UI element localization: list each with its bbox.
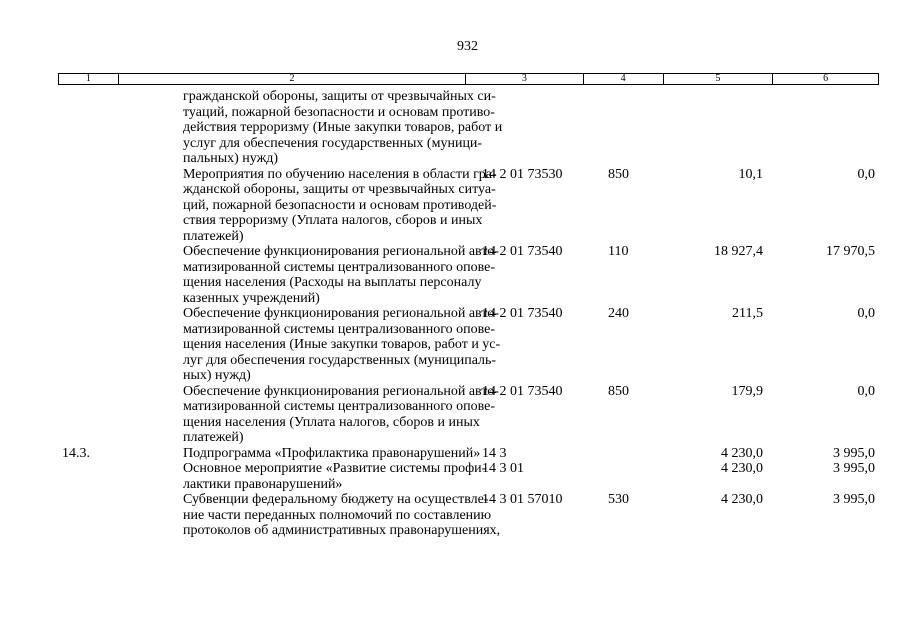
description-line: ций, пожарной безопасности и основам противодей- (183, 197, 497, 213)
column-header-2: 2 (119, 74, 466, 84)
row-code: 14 3 01 57010 (482, 492, 563, 507)
row-value-5: 179,9 (731, 383, 763, 399)
table-row (58, 167, 879, 245)
description-line: услуг для обеспечения государственных (муници- (183, 135, 483, 151)
row-value-5: 211,5 (732, 306, 763, 321)
description-line: протоколов об административных правонарушениях, (183, 523, 501, 538)
description-line: щения населения (Иные закупки товаров, работ и ус- (183, 337, 501, 352)
row-number: 14.3. (62, 445, 90, 461)
description-line: лактики правонарушений» (183, 476, 343, 492)
description-line: луг для обеспечения государственных (муниципаль- (183, 352, 497, 368)
description-line: матизированной системы централизованного опове- (183, 399, 496, 414)
description-line: Основное мероприятие «Развитие системы профи- (183, 461, 487, 476)
table-header (58, 73, 879, 85)
row-description (118, 306, 501, 384)
row-code: 14 2 01 73540 (482, 383, 563, 399)
description-line: Подпрограмма «Профилактика правонарушений» (183, 445, 481, 461)
row-description (118, 461, 487, 492)
row-code: 14 3 (482, 445, 507, 461)
description-line: ствия терроризму (Уплата налогов, сборов и иных (183, 213, 483, 228)
row-value-6: 0,0 (857, 166, 875, 182)
row-value-5: 4 230,0 (721, 492, 763, 507)
table-row (58, 306, 879, 384)
row-value-5: 4 230,0 (721, 445, 763, 461)
row-value-6: 3 995,0 (833, 492, 875, 507)
description-line: ние части переданных полномочий по составлению (183, 507, 492, 523)
description-line: платежей) (183, 228, 244, 244)
table-row (58, 461, 879, 492)
description-line: Обеспечение функционирования региональной авто- (183, 244, 499, 259)
column-header-3: 3 (466, 74, 584, 84)
row-description (118, 89, 503, 167)
page-number: 932 (457, 39, 478, 54)
description-line: платежей) (183, 430, 244, 445)
table-row (58, 446, 879, 462)
row-expense-type: 850 (608, 383, 629, 399)
row-code: 14 2 01 73540 (482, 306, 563, 321)
row-value-6: 3 995,0 (833, 445, 875, 461)
row-value-5: 18 927,4 (714, 244, 763, 259)
row-code: 14 3 01 (482, 461, 524, 476)
description-line: щения населения (Расходы на выплаты персоналу (183, 275, 482, 290)
table-row (58, 89, 879, 167)
row-value-6: 17 970,5 (826, 244, 875, 259)
row-expense-type: 850 (608, 166, 629, 182)
table-row (58, 244, 879, 306)
table-body (58, 89, 879, 539)
description-line: матизированной системы централизованного опове- (183, 321, 496, 337)
column-header-4: 4 (584, 74, 664, 84)
column-header-5: 5 (664, 74, 774, 84)
description-line: Мероприятия по обучению населения в области гра- (183, 166, 497, 182)
row-description (118, 244, 499, 306)
description-line: действия терроризму (Иные закупки товаров, работ и (183, 120, 503, 135)
row-expense-type: 110 (608, 244, 629, 259)
description-line: туаций, пожарной безопасности и основам противо- (183, 104, 495, 120)
table-row (58, 492, 879, 539)
description-line: матизированной системы централизованного опове- (183, 259, 496, 275)
row-value-6: 0,0 (857, 383, 875, 399)
row-value-5: 4 230,0 (721, 461, 763, 476)
row-value-5: 10,1 (738, 166, 763, 182)
description-line: Субвенции федеральному бюджету на осуществле- (183, 492, 489, 507)
row-value-6: 3 995,0 (833, 461, 875, 476)
row-code: 14 2 01 73540 (482, 244, 563, 259)
row-code: 14 2 01 73530 (482, 166, 563, 182)
description-line: Обеспечение функционирования региональной авто- (183, 306, 499, 321)
description-line: щения населения (Уплата налогов, сборов и иных (183, 414, 480, 430)
row-expense-type: 240 (608, 306, 629, 321)
column-header-1: 1 (59, 74, 119, 84)
row-expense-type: 530 (608, 492, 629, 507)
table-row (58, 384, 879, 446)
row-description (118, 446, 480, 462)
description-line: ных) нужд) (183, 368, 251, 383)
row-value-6: 0,0 (857, 306, 875, 321)
description-line: Обеспечение функционирования региональной авто- (183, 383, 499, 399)
description-line: гражданской обороны, защиты от чрезвычайных си- (183, 89, 496, 104)
description-line: пальных) нужд) (183, 151, 279, 166)
description-line: жданской обороны, защиты от чрезвычайных ситуа- (183, 182, 496, 197)
row-description (118, 383, 499, 446)
row-description (118, 492, 501, 539)
description-line: казенных учреждений) (183, 290, 320, 306)
column-header-6: 6 (823, 73, 829, 84)
row-description (118, 166, 497, 245)
